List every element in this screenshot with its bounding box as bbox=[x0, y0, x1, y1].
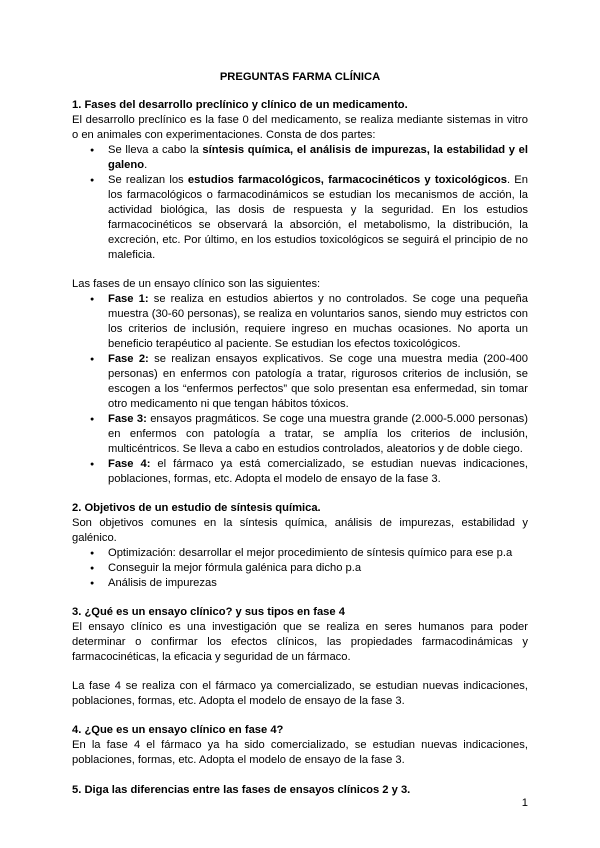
phases-list bbox=[72, 292, 528, 487]
list-item: ● Optimización: desarrollar el mejor procedimiento de síntesis químico para ese p.a bbox=[108, 546, 528, 561]
list-item: ● Fase 2: se realizan ensayos explicativos. Se coge una muestra media (200-400 personas) en enfermos con patología a tratar, rigurosos criterios de inclusión, se escogen a los “enfermos perfectos” que solo presentan esa enfermedad, sin tomar otro medicamento ni que tengan hábitos tóxicos. bbox=[108, 352, 528, 412]
section-3-paragraph: La fase 4 se realiza con el fármaco ya comercializado, se estudian nuevas indicaciones, poblaciones, formas, etc. Adopta el modelo de ensayo de la fase 3. bbox=[72, 680, 528, 707]
section-3-heading: 3. ¿Qué es un ensayo clínico? y sus tipos en fase 4 bbox=[72, 606, 345, 618]
objectives-list bbox=[72, 546, 528, 591]
section-3-paragraph: El ensayo clínico es una investigación que se realiza en seres humanos para poder determinar o confirmar los efectos clínicos, las propiedades farmacodinámicas y farmacocinéticas, la eficacia y seguridad de un fármaco. bbox=[72, 621, 528, 663]
section-2-intro: Son objetivos comunes en la síntesis química, análisis de impurezas, estabilidad y galénico. bbox=[72, 517, 528, 544]
section-4-heading: 4. ¿Que es un ensayo clínico en fase 4? bbox=[72, 724, 284, 736]
list-item: ● Análisis de impurezas bbox=[108, 576, 528, 591]
list-item: ● Se realizan los estudios farmacológicos, farmacocinéticos y toxicológicos. En los farmacológicos o farmacodinámicos se estudian los mecanismos de acción, la actividad biológica, las dosis de respuesta y la seguridad. En los estudios farmacocinéticos se observará la absorción, el metabolismo, la distribución, la excreción, etc. Por último, en los estudios toxicológicos se seguirá el principio de no maleficia. bbox=[108, 173, 528, 263]
preclinical-list bbox=[72, 143, 528, 263]
list-item: ● Fase 1: se realiza en estudios abiertos y no controlados. Se coge una pequeña muestra (30-60 personas), se realiza en voluntarios sanos, siendo muy estrictos con los criterios de inclusión, requiere ingreso en muchas ocasiones. No aporta un beneficio terapéutico al paciente. Se estudian los efectos toxicológicos. bbox=[108, 292, 528, 352]
section-4-paragraph: En la fase 4 el fármaco ya ha sido comercializado, se estudian nuevas indicaciones, poblaciones, formas, etc. Adopta el modelo de ensayo de la fase 3. bbox=[72, 739, 528, 766]
document-page bbox=[72, 70, 528, 798]
list-item: ● Fase 4: el fármaco ya está comercializado, se estudian nuevas indicaciones, poblaciones, formas, etc. Adopta el modelo de ensayo de la fase 3. bbox=[108, 457, 528, 487]
page-number: 1 bbox=[521, 797, 528, 809]
section-1-intro: El desarrollo preclínico es la fase 0 del medicamento, se realiza mediante sistemas in vitro o en animales con experimentaciones. Consta de dos partes: bbox=[72, 114, 528, 141]
list-item: ● Se lleva a cabo la síntesis química, el análisis de impurezas, la estabilidad y el galeno. bbox=[108, 143, 528, 173]
list-item: ● Conseguir la mejor fórmula galénica para dicho p.a bbox=[108, 561, 528, 576]
list-item: ● Fase 3: ensayos pragmáticos. Se coge una muestra grande (2.000-5.000 personas) en enfermos con patología a tratar, se amplía los criterios de inclusión, multicéntricos. Se lleva a cabo en estudios controlados, aleatorios y de doble ciego. bbox=[108, 412, 528, 457]
section-5-heading: 5. Diga las diferencias entre las fases de ensayos clínicos 2 y 3. bbox=[72, 784, 411, 796]
section-2-heading: 2. Objetivos de un estudio de síntesis química. bbox=[72, 502, 321, 514]
section-1-heading: 1. Fases del desarrollo preclínico y clínico de un medicamento. bbox=[72, 99, 408, 111]
document-title: PREGUNTAS FARMA CLÍNICA bbox=[219, 71, 381, 83]
phases-intro: Las fases de un ensayo clínico son las siguientes: bbox=[72, 278, 321, 290]
